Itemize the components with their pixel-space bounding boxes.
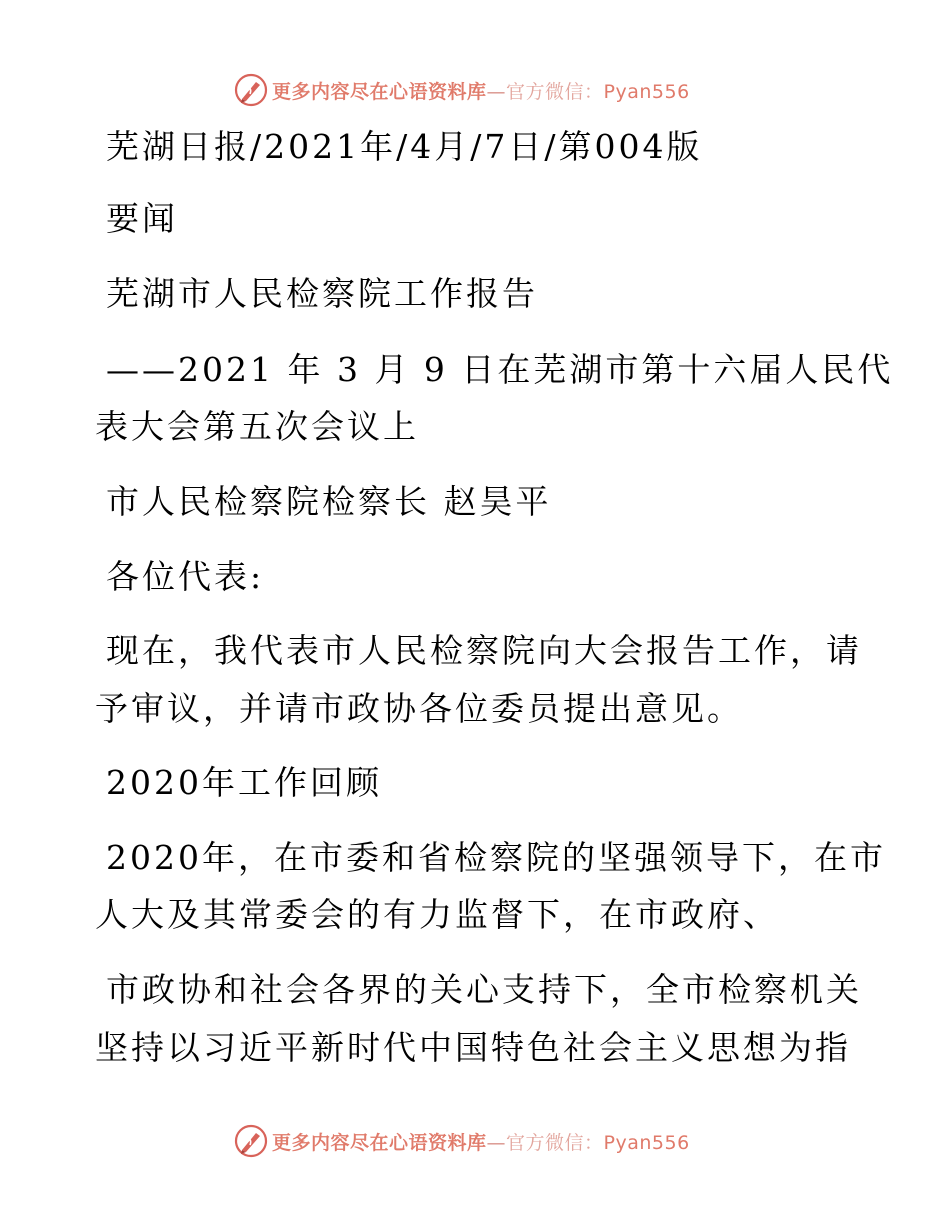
subtitle-line-2: 表大会第五次会议上 — [95, 407, 419, 446]
paragraph-2-line-1: 2020年，在市委和省检察院的坚强领导下，在市 — [106, 838, 886, 877]
watermark-text — [272, 77, 690, 104]
watermark-banner-top — [234, 70, 690, 110]
watermark-dash: — — [486, 80, 507, 103]
source-line: 芜湖日报/2021年/4月/7日/第004版 — [106, 127, 703, 166]
watermark-wechat-label: 官方微信： — [506, 80, 604, 103]
report-title: 芜湖市人民检察院工作报告 — [106, 274, 538, 313]
greeting: 各位代表: — [106, 557, 265, 596]
watermark-brand: 更多内容尽在心语资料库 — [272, 1131, 487, 1154]
paragraph-1-line-1: 现在，我代表市人民检察院向大会报告工作，请 — [106, 631, 862, 670]
paragraph-1-line-2: 予审议，并请市政协各位委员提出意见。 — [95, 689, 743, 728]
section-heading: 2020年工作回顾 — [106, 763, 382, 802]
watermark-brand: 更多内容尽在心语资料库 — [272, 80, 487, 103]
watermark-wechat-id: Pyan556 — [603, 1131, 690, 1154]
section-label: 要闻 — [106, 199, 178, 238]
watermark-wechat-label: 官方微信： — [506, 1131, 604, 1154]
author-line: 市人民检察院检察长 赵昊平 — [106, 482, 552, 521]
pen-logo-icon — [234, 1124, 268, 1158]
paragraph-3-line-2: 坚持以习近平新时代中国特色社会主义思想为指 — [95, 1028, 851, 1067]
watermark-dash: — — [486, 1131, 507, 1154]
paragraph-2-line-2: 人大及其常委会的有力监督下，在市政府、 — [95, 895, 779, 934]
subtitle-line-1: ——2021 年 3 月 9 日在芜湖市第十六届人民代 — [106, 350, 894, 389]
paragraph-3-line-1: 市政协和社会各界的关心支持下，全市检察机关 — [106, 970, 862, 1009]
watermark-text — [272, 1128, 690, 1155]
pen-logo-icon — [234, 73, 268, 107]
watermark-banner-bottom — [234, 1121, 690, 1161]
watermark-wechat-id: Pyan556 — [603, 80, 690, 103]
